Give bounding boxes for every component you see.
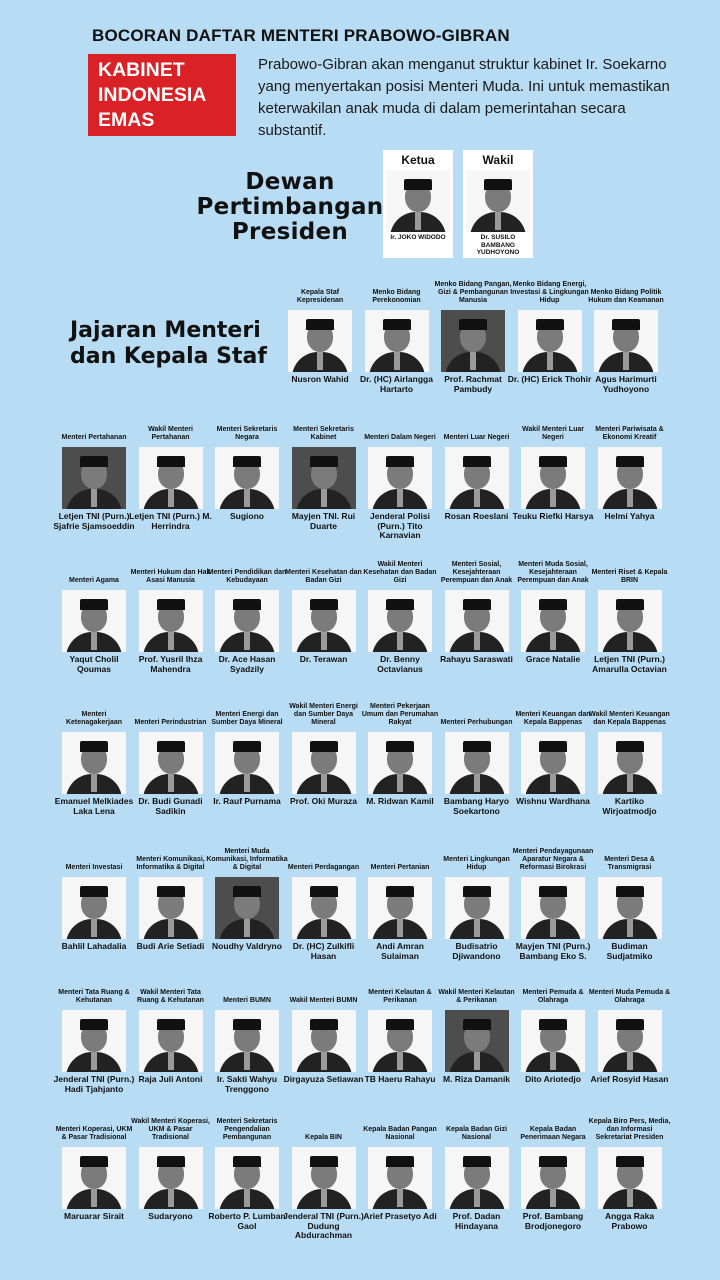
minister-role: Menteri Koperasi, UKM & Pasar Tradisional: [55, 1126, 133, 1141]
minister-card: [439, 963, 515, 1093]
dewan-title: [195, 170, 385, 245]
minister-card: [286, 830, 362, 960]
portrait-photo: [521, 1147, 585, 1209]
minister-card: [209, 685, 285, 815]
portrait-photo: [62, 1010, 126, 1072]
minister-role: Menteri Sekretaris Kabinet: [293, 426, 354, 441]
minister-card: [588, 1100, 671, 1231]
portrait-photo: [292, 877, 356, 939]
portrait-photo: [445, 447, 509, 509]
minister-name: Dr. Terawan: [299, 654, 348, 664]
minister-role: Menteri Komunikasi, Informatika & Digital: [136, 856, 205, 871]
minister-card: [209, 963, 285, 1093]
minister-card: [286, 543, 362, 673]
minister-name: Budiman Sudjatmiko: [606, 941, 653, 961]
minister-role: Menteri Perhubungan: [440, 719, 513, 726]
minister-name: Dr. (HC) Erick Thohir: [507, 374, 592, 384]
minister-name: Wishnu Wardhana: [516, 796, 590, 806]
portrait-photo: [521, 590, 585, 652]
minister-role: Wakil Menteri Pertahanan: [148, 426, 193, 441]
minister-role: Menteri Keuangan dan Kepala Bappenas: [515, 711, 591, 726]
minister-card: [286, 685, 362, 815]
minister-role: Menteri Sekretaris Pengendalian Pembangunan: [216, 1118, 278, 1141]
minister-card: [133, 830, 209, 960]
portrait-photo: [215, 1010, 279, 1072]
dewan-title-line: Pertimbangan: [196, 194, 384, 220]
portrait-photo: [139, 590, 203, 652]
minister-card: [206, 830, 288, 960]
minister-name: Teuku Riefki Harsya: [512, 511, 594, 521]
portrait-photo: [215, 732, 279, 794]
dewan-member-name: Dr. SUSILO BAMBANG YUDHOYONO: [476, 234, 520, 256]
portrait-photo: [441, 310, 505, 372]
portrait-photo: [598, 1147, 662, 1209]
minister-card: [435, 263, 511, 393]
portrait-photo: [139, 1147, 203, 1209]
portrait-photo: [598, 590, 662, 652]
minister-card: [588, 263, 664, 393]
minister-role: Menteri Tata Ruang & Kehutanan: [58, 989, 130, 1004]
minister-name: Prof. Yusril Ihza Mahendra: [138, 654, 203, 674]
portrait-photo: [386, 170, 450, 232]
minister-role: Menteri Perindustrian: [134, 719, 207, 726]
portrait-photo: [445, 1147, 509, 1209]
minister-role: Kepala Badan Gizi Nasional: [445, 1126, 508, 1141]
portrait-photo: [292, 447, 356, 509]
portrait-photo: [368, 590, 432, 652]
portrait-photo: [368, 732, 432, 794]
portrait-photo: [365, 310, 429, 372]
minister-name: Budisatrio Djiwandono: [452, 941, 501, 961]
minister-role: Menteri Luar Negeri: [443, 434, 510, 441]
portrait-photo: [292, 1010, 356, 1072]
minister-name: Dr. (HC) Airlangga Hartarto: [360, 374, 433, 394]
minister-role: Menteri Muda Komunikasi, Informatika & Digital: [206, 848, 288, 871]
minister-name: Maruarar Sirait: [64, 1211, 124, 1221]
minister-name: TB Haeru Rahayu: [364, 1074, 436, 1084]
portrait-photo: [139, 447, 203, 509]
minister-role: Wakil Menteri Luar Negeri: [522, 426, 584, 441]
minister-role: Kepala Badan Penerimaan Negara: [520, 1126, 586, 1141]
dewan-role-label: Wakil: [482, 153, 514, 167]
minister-role: Menteri BUMN: [223, 997, 271, 1004]
minister-role: Menteri Dalam Negeri: [364, 434, 436, 441]
page-title: BOCORAN DAFTAR MENTERI PRABOWO-GIBRAN: [92, 26, 510, 45]
minister-role: Menteri Riset & Kepala BRIN: [591, 569, 668, 584]
portrait-photo: [62, 877, 126, 939]
jajaran-title: [70, 318, 267, 370]
badge-line: INDONESIA: [98, 84, 207, 106]
minister-card: [286, 400, 362, 530]
portrait-photo: [521, 732, 585, 794]
minister-card: [56, 685, 132, 815]
portrait-photo: [521, 877, 585, 939]
portrait-photo: [292, 590, 356, 652]
portrait-photo: [445, 877, 509, 939]
portrait-photo: [594, 310, 658, 372]
minister-card: [589, 685, 670, 816]
minister-role: Menteri Perdagangan: [287, 864, 360, 871]
portrait-photo: [598, 1010, 662, 1072]
minister-card: [439, 1100, 515, 1230]
portrait-photo: [368, 1010, 432, 1072]
minister-role: Kepala Badan Pangan Nasional: [363, 1126, 437, 1141]
portrait-photo: [62, 447, 126, 509]
minister-role: Menteri Investasi: [65, 864, 123, 871]
minister-role: Menteri Ketenagakerjaan: [65, 711, 123, 726]
portrait-photo: [139, 732, 203, 794]
minister-role: Wakil Menteri Energi dan Sumber Daya Mineral: [289, 703, 358, 726]
minister-role: Menteri Pendayagunaan Aparatur Negara & Reformasi Birokrasi: [512, 848, 594, 871]
dewan-title-line: Dewan: [245, 169, 335, 195]
minister-card: [56, 830, 132, 960]
portrait-photo: [466, 170, 530, 232]
minister-name: Prof. Oki Muraza: [289, 796, 358, 806]
minister-name: Grace Natalie: [525, 654, 581, 664]
minister-role: Menteri Pertahanan: [61, 434, 127, 441]
portrait-photo: [139, 1010, 203, 1072]
portrait-photo: [445, 590, 509, 652]
portrait-photo: [368, 447, 432, 509]
intro-text: Prabowo-Gibran akan menganut struktur kabinet Ir. Soekarno yang menyertakan posisi Menteri Muda. Ini untuk memastikan keterwakilan anak muda di dalam pemerintahan secara substantif.: [258, 56, 670, 139]
jajaran-title-line: dan Kepala Staf: [70, 344, 267, 369]
minister-name: Angga Raka Prabowo: [604, 1211, 655, 1231]
minister-name: Rosan Roeslani: [444, 511, 509, 521]
minister-role: Menteri Muda Pemuda & Olahraga: [588, 989, 671, 1004]
minister-role: Menteri Agama: [69, 577, 119, 584]
minister-role: Menteri Kelautan & Perikanan: [368, 989, 432, 1004]
minister-name: Emanuel Melkiades Laka Lena: [54, 796, 134, 816]
minister-card: [515, 1100, 591, 1230]
minister-name: Ir. Rauf Purnama: [213, 796, 281, 806]
minister-name: Letjen TNI (Purn.) M. Herrindra: [129, 511, 212, 531]
portrait-photo: [368, 1147, 432, 1209]
portrait-photo: [215, 447, 279, 509]
portrait-photo: [62, 590, 126, 652]
minister-role: Wakil Menteri Keuangan dan Kepala Bappenas: [589, 711, 670, 726]
portrait-photo: [215, 1147, 279, 1209]
minister-name: Kartiko Wirjoatmodjo: [602, 796, 657, 816]
minister-name: Bahlil Lahadalia: [61, 941, 127, 951]
minister-role: Kepala Staf Kepresidenan: [296, 289, 344, 304]
portrait-photo: [62, 1147, 126, 1209]
minister-card: [507, 263, 592, 393]
minister-card: [56, 543, 132, 673]
portrait-photo: [518, 310, 582, 372]
portrait-photo: [215, 590, 279, 652]
minister-name: Dr. Budi Gunadi Sadikin: [138, 796, 203, 816]
minister-name: Sugiono: [230, 511, 264, 521]
minister-role: Menteri Desa & Transmigrasi: [604, 856, 655, 871]
minister-name: Mayjen TNI (Purn.) Bambang Eko S.: [515, 941, 591, 961]
minister-role: Menko Bidang Energi, Investasi & Lingkungan Hidup: [510, 281, 589, 304]
minister-card: [362, 1100, 438, 1230]
minister-name: Helmi Yahya: [604, 511, 655, 521]
minister-name: Letjen TNI (Purn.) Amarulla Octavian: [592, 654, 667, 674]
minister-name: Dr. Benny Octavianus: [377, 654, 423, 674]
portrait-photo: [288, 310, 352, 372]
minister-name: Prof. Dadan Hindayana: [452, 1211, 501, 1231]
minister-role: Wakil Menteri BUMN: [289, 997, 358, 1004]
portrait-photo: [215, 877, 279, 939]
minister-card: [515, 963, 591, 1093]
minister-card: [439, 830, 515, 960]
minister-card: [592, 543, 668, 673]
portrait-photo: [292, 732, 356, 794]
minister-role: Menteri Pertanian: [370, 864, 430, 871]
minister-role: Kepala BIN: [305, 1134, 342, 1141]
portrait-photo: [521, 447, 585, 509]
minister-name: Agus Harimurti Yudhoyono: [595, 374, 657, 394]
minister-name: Prof. Bambang Brodjonegoro: [522, 1211, 584, 1231]
minister-name: Dito Ariotedjo: [525, 1074, 581, 1084]
minister-card: [362, 963, 438, 1093]
minister-card: [439, 543, 515, 673]
minister-card: [592, 400, 668, 530]
portrait-photo: [445, 1010, 509, 1072]
portrait-photo: [598, 877, 662, 939]
minister-name: Letjen TNI (Purn.) Sjafrie Sjamsoeddin: [53, 511, 135, 531]
minister-name: Yaqut Cholil Qoumas: [69, 654, 119, 674]
minister-name: Dirgayuza Setiawan: [283, 1074, 364, 1084]
cabinet-badge: [88, 54, 236, 136]
minister-role: Menteri Lingkungan Hidup: [443, 856, 510, 871]
minister-role: Wakil Menteri Koperasi, UKM & Pasar Tradisional: [131, 1118, 210, 1141]
minister-role: Menko Bidang Perekonomian: [372, 289, 421, 304]
badge-line: KABINET: [98, 59, 185, 81]
minister-card: [439, 685, 515, 815]
minister-role: Menteri Sekretaris Negara: [216, 426, 278, 441]
minister-card: [209, 400, 285, 530]
minister-name: Dr. Ace Hasan Syadzily: [218, 654, 276, 674]
minister-role: Menteri Pemuda & Olahraga: [522, 989, 584, 1004]
portrait-photo: [598, 447, 662, 509]
minister-card: [129, 400, 212, 531]
minister-card: [362, 685, 438, 815]
minister-card: [133, 1100, 209, 1230]
minister-card: [130, 543, 211, 674]
minister-name: Roberto P. Lumban Gaol: [208, 1211, 286, 1231]
dewan-role-label: Ketua: [401, 153, 435, 167]
minister-card: [515, 543, 591, 673]
minister-card: [359, 263, 435, 393]
minister-card: [515, 685, 591, 815]
minister-role: Menteri Pekerjaan Umum dan Perumahan Rakyat: [361, 703, 439, 726]
minister-name: Rahayu Saraswati: [440, 654, 513, 664]
jajaran-title-line: Jajaran Menteri: [70, 318, 261, 343]
dewan-title-line: Presiden: [231, 219, 349, 245]
minister-card: [283, 963, 364, 1093]
minister-role: Menteri Muda Sosial, Kesejahteraan Perempuan dan Anak: [517, 561, 589, 584]
minister-card: [133, 685, 209, 815]
minister-role: Menteri Energi dan Sumber Daya Mineral: [211, 711, 283, 726]
minister-name: Arief Prasetyo Adi: [363, 1211, 437, 1221]
minister-card: [362, 543, 438, 673]
minister-name: Ir. Sakti Wahyu Trenggono: [216, 1074, 278, 1094]
minister-card: [512, 400, 594, 530]
minister-role: Menteri Hukum dan Hak Asasi Manusia: [130, 569, 211, 584]
minister-card: [512, 830, 594, 961]
minister-card: [439, 400, 515, 530]
dewan-member-name: Ir. JOKO WIDODO: [390, 234, 446, 241]
minister-card: [53, 963, 135, 1094]
portrait-photo: [62, 732, 126, 794]
minister-card: [362, 830, 438, 960]
minister-card: [592, 830, 668, 960]
minister-name: Arief Rosyid Hasan: [590, 1074, 669, 1084]
minister-card: [282, 263, 358, 393]
dewan-wakil-card: [463, 150, 533, 258]
portrait-photo: [368, 877, 432, 939]
minister-card: [283, 1100, 364, 1240]
minister-name: Sudaryono: [148, 1211, 193, 1221]
portrait-photo: [139, 877, 203, 939]
minister-name: M. Ridwan Kamil: [366, 796, 434, 806]
minister-role: Menteri Pariwisata & Ekonomi Kreatif: [595, 426, 664, 441]
portrait-photo: [598, 732, 662, 794]
minister-card: [362, 400, 438, 540]
minister-role: Menteri Kesehatan dan Badan Gizi: [285, 569, 362, 584]
minister-name: Raja Juli Antoni: [138, 1074, 203, 1084]
minister-name: Jenderal TNI (Purn.) Dudung Abdurachman: [283, 1211, 364, 1240]
minister-name: Prof. Rachmat Pambudy: [444, 374, 502, 394]
portrait-photo: [445, 732, 509, 794]
minister-card: [209, 543, 285, 673]
minister-role: Wakil Menteri Kelautan & Perikanan: [438, 989, 515, 1004]
minister-card: [209, 1100, 285, 1230]
minister-card: [588, 963, 671, 1093]
minister-role: Wakil Menteri Kesehatan dan Badan Gizi: [363, 561, 437, 584]
minister-name: Mayjen TNI. Rui Duarte: [291, 511, 356, 531]
minister-card: [53, 400, 135, 531]
badge-line: EMAS: [98, 109, 155, 131]
portrait-photo: [521, 1010, 585, 1072]
minister-name: Jenderal TNI (Purn.) Hadi Tjahjanto: [53, 1074, 135, 1094]
minister-role: Menteri Pendidikan dan Kebudayaan: [207, 569, 287, 584]
minister-name: Jenderal Polisi (Purn.) Tito Karnavian: [370, 511, 430, 540]
minister-card: [56, 1100, 132, 1230]
minister-role: Menteri Sosial, Kesejahteraan Perempuan dan Anak: [440, 561, 513, 584]
minister-name: Noudhy Valdryno: [212, 941, 282, 951]
minister-name: Nusron Wahid: [291, 374, 349, 384]
minister-role: Menko Bidang Politik Hukum dan Keamanan: [588, 289, 664, 304]
portrait-photo: [292, 1147, 356, 1209]
minister-role: Kepala Biro Pers, Media, dan Informasi Sekretariat Presiden: [588, 1118, 671, 1141]
minister-card: [133, 963, 209, 1093]
minister-name: M. Riza Damanik: [442, 1074, 511, 1084]
minister-role: Wakil Menteri Tata Ruang & Kehutanan: [137, 989, 204, 1004]
minister-role: Menko Bidang Pangan, Gizi & Pembangunan Manusia: [434, 281, 512, 304]
dewan-ketua-card: [383, 150, 453, 258]
minister-name: Dr. (HC) Zulkifli Hasan: [292, 941, 355, 961]
minister-name: Andi Amran Sulaiman: [376, 941, 424, 961]
minister-name: Bambang Haryo Soekartono: [443, 796, 510, 816]
minister-name: Budi Arie Setiadi: [136, 941, 205, 951]
